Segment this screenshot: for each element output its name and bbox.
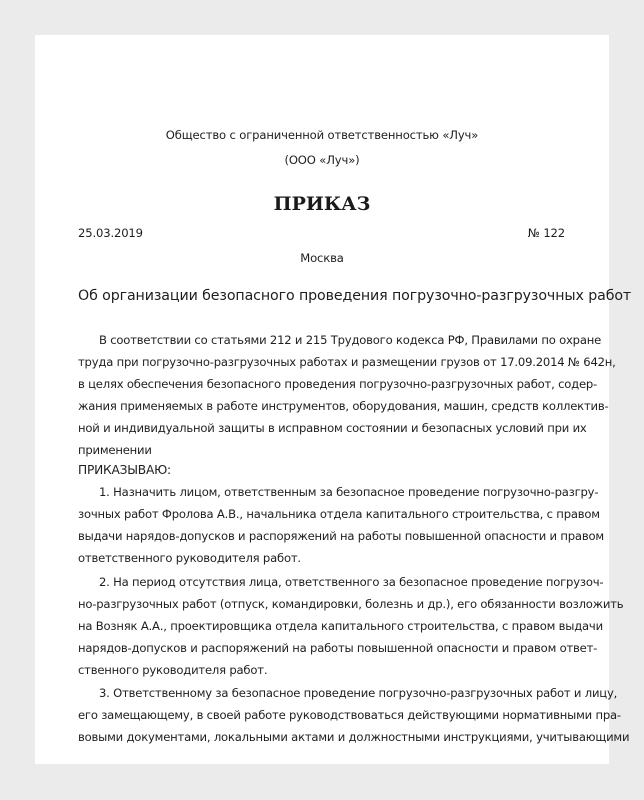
order-item-1-line: выдачи нарядов-допусков и распоряжений на работы повышенной опасности и правом (78, 529, 604, 543)
order-item-3-line: вовыми документами, локальными актами и должностными инструкциями, учитывающими (78, 730, 630, 744)
document-type-heading: ПРИКАЗ (273, 193, 371, 215)
document-number: № 122 (527, 226, 565, 240)
order-item-3-line: 3. Ответственному за безопасное проведение погрузочно-разгрузочных работ и лицу, (99, 686, 618, 700)
order-item-1-line: 1. Назначить лицом, ответственным за безопасное проведение погрузочно-разгру- (99, 485, 599, 499)
order-item-2-line: ственного руководителя работ. (78, 663, 268, 677)
order-item-1-line: ответственного руководителя работ. (78, 551, 301, 565)
document-page (35, 35, 632, 764)
order-word: ПРИКАЗЫВАЮ: (78, 463, 171, 477)
preamble-line: В соответствии со статьями 212 и 215 Трудового кодекса РФ, Правилами по охране (99, 333, 602, 347)
preamble-line: применении (78, 443, 152, 457)
organization-short-name: (ООО «Луч») (284, 153, 360, 167)
order-item-2-line: на Возняк А.А., проектировщика отдела капитального строительства, с правом выдачи (78, 619, 603, 633)
order-item-1-line: зочных работ Фролова А.В., начальника отдела капитального строительства, с правом (78, 507, 600, 521)
order-item-2-line: 2. На период отсутствия лица, ответственного за безопасное проведение погрузоч- (99, 575, 604, 589)
organization-full-name: Общество с ограниченной ответственностью «Луч» (165, 128, 479, 142)
document-city: Москва (300, 251, 344, 265)
preamble-line: жания применяемых в работе инструментов, оборудования, машин, средств коллектив- (78, 399, 609, 413)
preamble-line: в целях обеспечения безопасного проведения погрузочно-разгрузочных работ, содер- (78, 377, 598, 391)
order-item-2-line: нарядов-допусков и распоряжений на работы повышенной опасности и правом ответ- (78, 641, 598, 655)
document-subject: Об организации безопасного проведения погрузочно-разгрузочных работ (78, 288, 632, 304)
order-item-3-line: его замещающему, в своей работе руководствоваться действующими нормативными пра- (78, 708, 621, 722)
preamble-line: труда при погрузочно-разгрузочных работах и размещении грузов от 17.09.2014 № 642н, (78, 355, 616, 369)
order-item-2-line: но-разгрузочных работ (отпуск, командировки, болезнь и др.), его обязанности возложить (78, 597, 624, 611)
document-date: 25.03.2019 (78, 226, 143, 240)
preamble-line: ной и индивидуальной защиты в исправном состоянии и безопасных условий при их (78, 421, 587, 435)
